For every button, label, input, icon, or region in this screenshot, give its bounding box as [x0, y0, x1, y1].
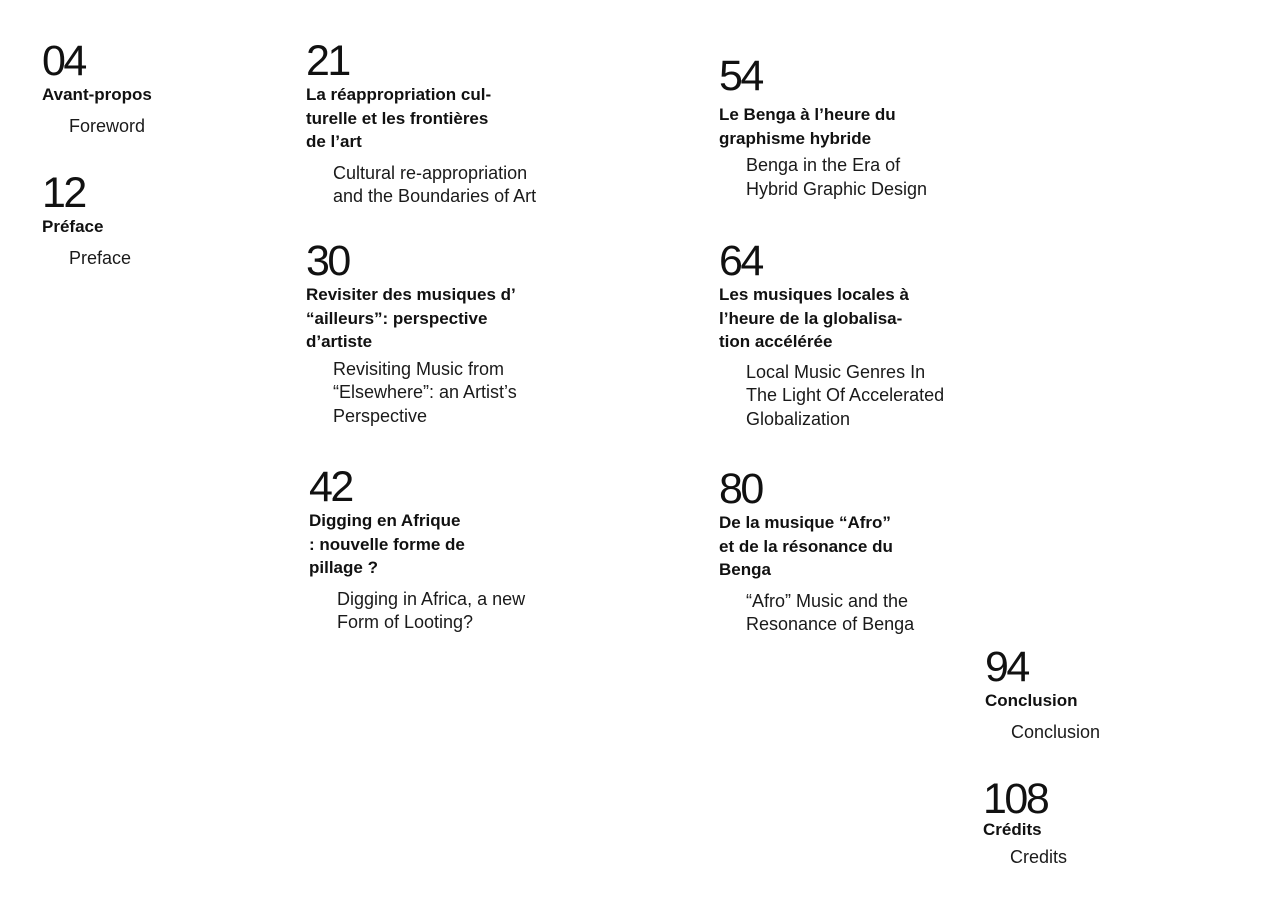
- title-french: Conclusion: [985, 691, 1078, 710]
- title-french: De la musique “Afro” et de la résonance du Benga: [719, 513, 893, 579]
- page-number: 42: [309, 463, 352, 511]
- toc-entry-digging-in-africa[interactable]: [309, 463, 526, 635]
- title-english: Benga in the Era of Hybrid Graphic Design: [746, 155, 928, 199]
- page-number: 80: [719, 465, 762, 513]
- title-french: Digging en Afrique : nouvelle forme de pillage ?: [309, 511, 465, 577]
- page-number: 04: [42, 37, 85, 85]
- title-english: Revisiting Music from “Elsewhere”: an Artist’s Perspective: [333, 358, 517, 426]
- title-french: Préface: [42, 217, 104, 236]
- page-number: 54: [719, 52, 762, 100]
- page-number: 64: [719, 237, 762, 285]
- title-english: Digging in Africa, a new Form of Looting?: [337, 588, 526, 632]
- title-french: Revisiter des musiques d’ “ailleurs”: perspective d’artiste: [306, 285, 516, 351]
- toc-entry-benga-graphic-design[interactable]: [719, 52, 928, 201]
- title-english: Cultural re-appropriation and the Boundaries of Art: [333, 162, 537, 206]
- page-number: 12: [42, 169, 85, 217]
- page-number: 21: [306, 37, 349, 85]
- toc-entry-preface[interactable]: [42, 169, 132, 270]
- page-number: 94: [985, 643, 1028, 691]
- title-french: Avant-propos: [42, 85, 152, 104]
- toc-entry-revisiting-music[interactable]: [306, 237, 517, 428]
- toc-entry-cultural-reappropriation[interactable]: [306, 37, 537, 209]
- title-english: Foreword: [69, 115, 146, 136]
- title-english: Preface: [69, 247, 132, 268]
- title-english: “Afro” Music and the Resonance of Benga: [746, 590, 915, 634]
- title-english: Conclusion: [1011, 721, 1101, 742]
- title-french: Crédits: [983, 820, 1042, 839]
- title-english: Local Music Genres In The Light Of Accelerated Globalization: [746, 361, 945, 429]
- toc-entry-foreword[interactable]: [42, 37, 152, 138]
- title-french: Les musiques locales à l’heure de la globalisa- tion accélérée: [719, 285, 909, 351]
- page-number: 108: [983, 775, 1048, 823]
- page-number: 30: [306, 237, 349, 285]
- title-english: Credits: [1010, 846, 1068, 867]
- toc-entry-afro-music-benga[interactable]: [719, 465, 915, 637]
- toc-entry-conclusion[interactable]: [985, 643, 1101, 744]
- toc-entry-credits[interactable]: [983, 775, 1068, 869]
- title-french: La réappropriation cul- turelle et les frontières de l’art: [306, 85, 492, 151]
- title-french: Le Benga à l’heure du graphisme hybride: [719, 105, 896, 148]
- toc-entry-local-music-globalization[interactable]: [719, 237, 945, 431]
